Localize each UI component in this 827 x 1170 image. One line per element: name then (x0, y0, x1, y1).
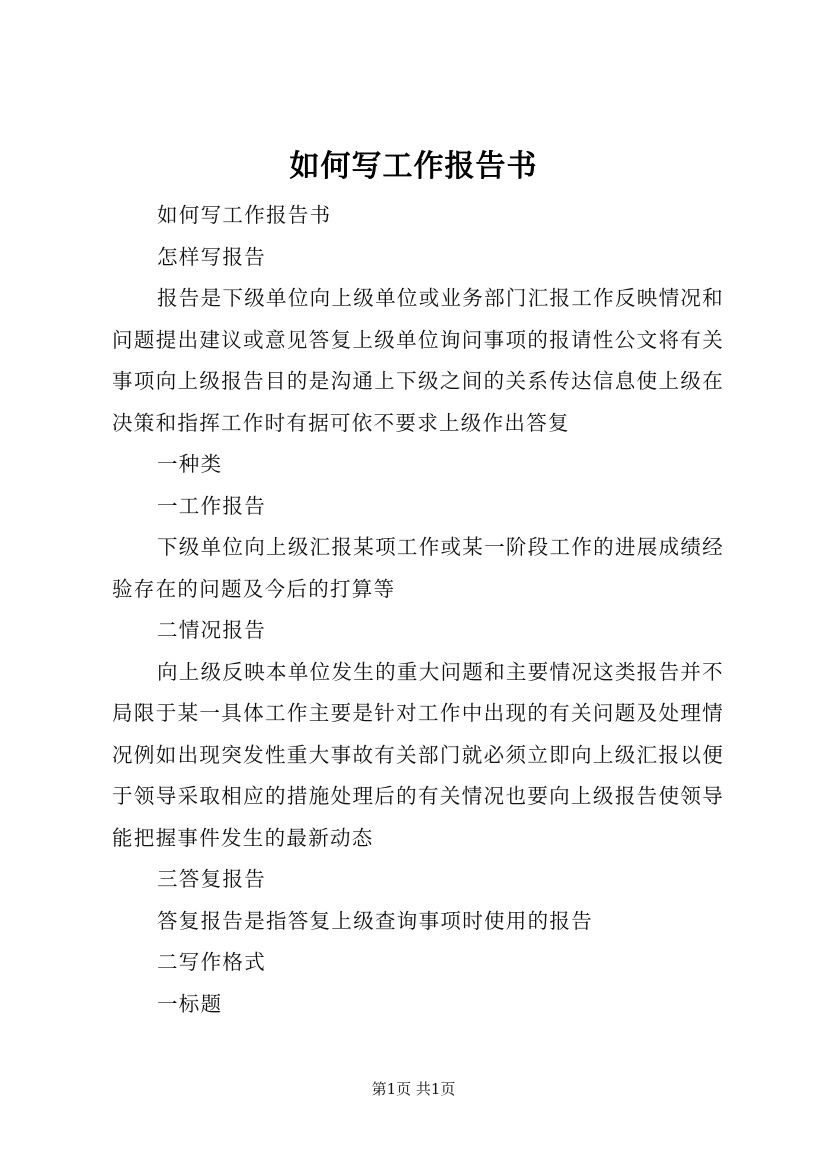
section-types: 一种类 (157, 452, 223, 476)
section-format: 二写作格式 (157, 950, 266, 974)
paragraph-definition: 报告是下级单位向上级单位或业务部门汇报工作反映情况和问题提出建议或意见答复上级单位询问事项的报请性公文将有关事项向上级报告目的是沟通上下级之间的关系传达信息使上级在决策和指挥工作时有据可依不要求上级作出答复 (112, 286, 724, 435)
subsection-reply-report: 三答复报告 (157, 867, 266, 891)
document-body (112, 195, 724, 1025)
subsection-title: 一标题 (157, 991, 223, 1016)
page-number-footer: 第1页 共1页 (371, 1080, 456, 1098)
paragraph-heading-repeat: 如何写工作报告书 (157, 203, 332, 227)
paragraph-reply-report: 答复报告是指答复上级查询事项时使用的报告 (157, 908, 593, 933)
subsection-work-report: 一工作报告 (157, 493, 266, 518)
subsection-situation-report: 二情况报告 (157, 618, 266, 642)
paragraph-situation-report: 向上级反映本单位发生的重大问题和主要情况这类报告并不局限于某一具体工作主要是针对工作中出现的有关问题及处理情况例如出现突发性重大事故有关部门就必须立即向上级汇报以便于领导采取相应的措施处理后的有关情况也要向上级报告使领导能把握事件发生的最新动态 (112, 659, 724, 850)
paragraph-how-to-write: 怎样写报告 (157, 244, 266, 269)
paragraph-work-report: 下级单位向上级汇报某项工作或某一阶段工作的进展成绩经验存在的问题及今后的打算等 (112, 535, 724, 601)
document-title: 如何写工作报告书 (289, 149, 538, 184)
